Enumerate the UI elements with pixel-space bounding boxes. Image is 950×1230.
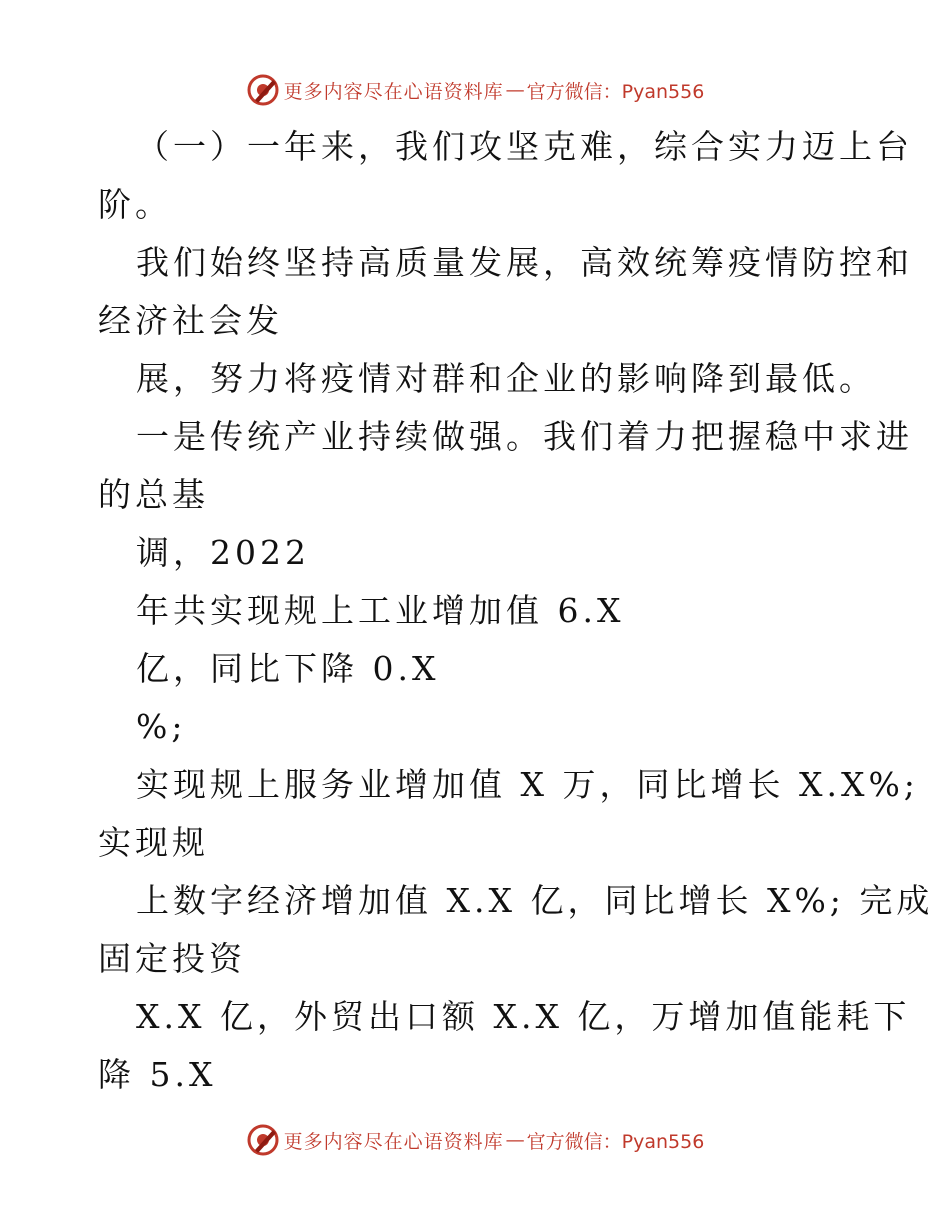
- text-line: 展，努力将疫情对群和企业的影响降到最低。: [136, 359, 876, 398]
- text-line: （一）一年来，我们攻坚克难，综合实力迈上台: [136, 127, 913, 166]
- text-line: 阶。: [98, 185, 172, 224]
- pen-circle-logo-icon: [246, 1123, 280, 1157]
- text-line: 的总基: [98, 475, 209, 514]
- text-line: 亿，同比下降 0.X: [136, 649, 440, 688]
- text-line: 我们始终坚持高质量发展，高效统筹疫情防控和: [136, 243, 913, 282]
- text-line: 降 5.X: [98, 1055, 217, 1094]
- banner-dash: —: [505, 79, 525, 101]
- document-body: [98, 118, 934, 1104]
- header-watermark-banner: [0, 70, 950, 110]
- text-line: 一是传统产业持续做强。我们着力把握稳中求进: [136, 417, 913, 456]
- text-line: 经济社会发: [98, 301, 283, 340]
- text-line: %;: [136, 707, 187, 746]
- banner-text: 更多内容尽在心语资料库: [283, 1130, 504, 1153]
- text-line: X.X 亿，外贸出口额 X.X 亿，万增加值能耗下: [136, 997, 911, 1036]
- banner-dash: —: [505, 1129, 525, 1151]
- text-line: 年共实现规上工业增加值 6.X: [136, 591, 625, 630]
- banner-wechat: 官方微信：Pyan556: [526, 1130, 705, 1153]
- text-line: 实现规上服务业增加值 X 万，同比增长 X.X%;: [136, 765, 919, 804]
- text-line: 调，2022: [136, 533, 310, 572]
- footer-watermark-banner: [0, 1120, 950, 1160]
- text-line: 固定投资: [98, 939, 246, 978]
- banner-wechat: 官方微信：Pyan556: [526, 80, 705, 103]
- banner-text: 更多内容尽在心语资料库: [283, 80, 504, 103]
- text-line: 实现规: [98, 823, 209, 862]
- pen-circle-logo-icon: [246, 73, 280, 107]
- text-line: 上数字经济增加值 X.X 亿，同比增长 X%; 完成: [136, 881, 934, 920]
